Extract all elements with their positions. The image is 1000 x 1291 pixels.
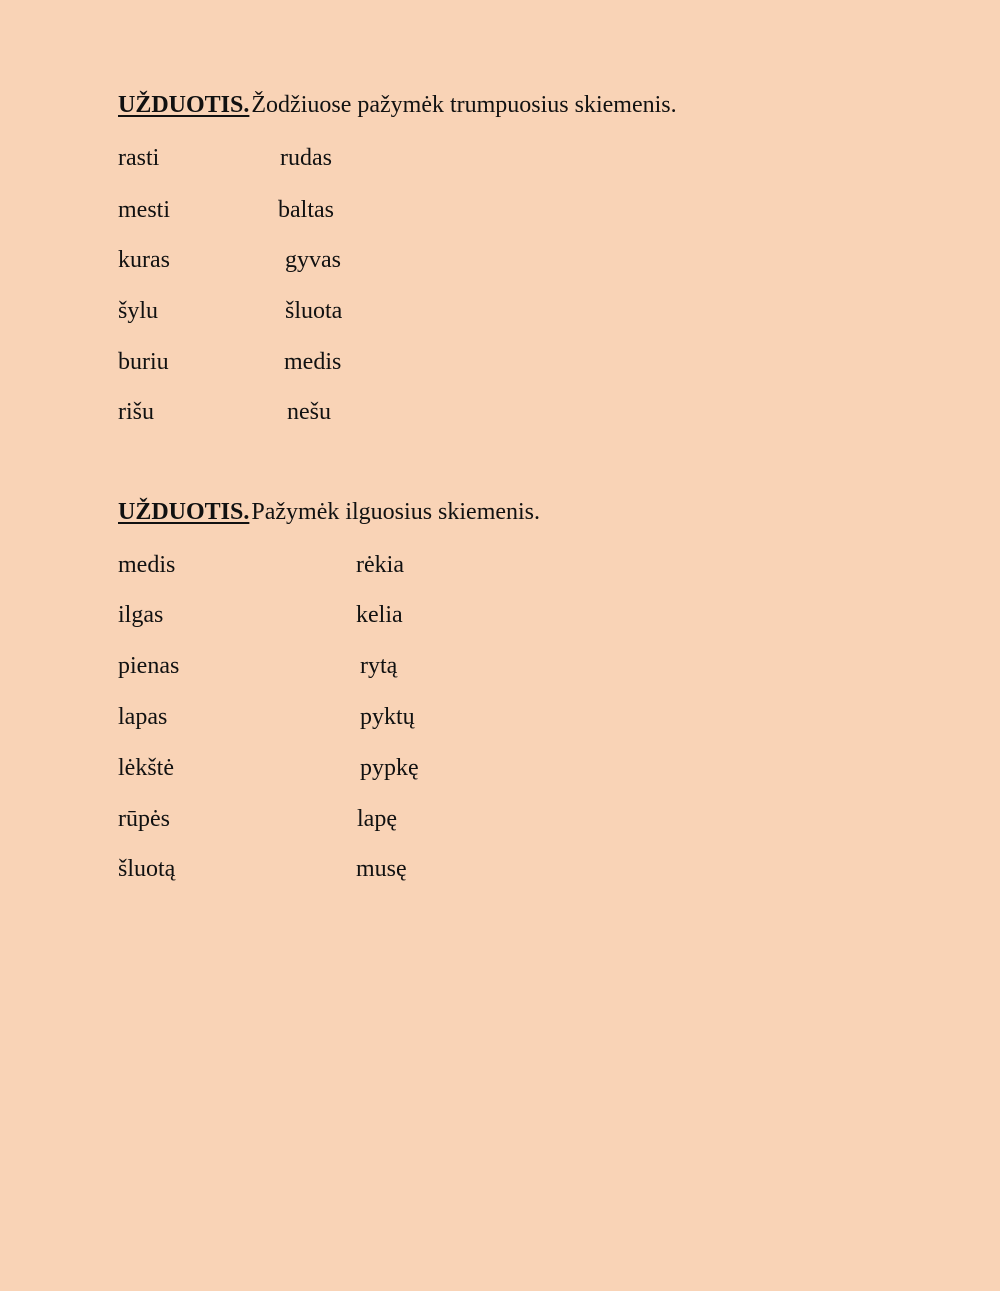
task-1-word: kuras <box>118 247 170 273</box>
task-1-word: šylu <box>118 298 159 324</box>
task-2-word: medis <box>118 552 176 578</box>
task-1-word: gyvas <box>285 247 341 273</box>
task-2-word: pienas <box>118 653 180 679</box>
task-2-word: ilgas <box>118 602 164 628</box>
task-2-word: lapas <box>118 704 168 730</box>
task-2-heading <box>118 500 540 524</box>
task-2-word: musę <box>356 856 407 882</box>
task-2-word: kelia <box>356 602 403 628</box>
task-1-word: rasti <box>118 145 160 171</box>
task-1-word: medis <box>284 349 342 375</box>
task-1-word: baltas <box>278 197 334 223</box>
task-1-word: rišu <box>118 399 154 425</box>
task-2-instruction: Pažymėk ilguosius skiemenis. <box>251 499 541 525</box>
task-2-word: lapę <box>357 806 397 832</box>
task-2-word: šluotą <box>118 856 176 882</box>
task-2-label: UŽDUOTIS. <box>118 499 250 525</box>
task-2-word: rūpės <box>118 806 170 832</box>
task-2-word: rėkia <box>356 552 404 578</box>
task-1-heading <box>118 93 677 117</box>
task-1-word: nešu <box>287 399 331 425</box>
task-2-word: rytą <box>360 653 398 679</box>
task-1-label: UŽDUOTIS. <box>118 92 250 118</box>
task-1-word: rudas <box>280 145 332 171</box>
task-2-word: pyktų <box>360 704 415 730</box>
task-2-word: lėkštė <box>118 755 174 781</box>
task-1-instruction: Žodžiuose pažymėk trumpuosius skiemenis. <box>251 92 677 118</box>
task-1-word: šluota <box>285 298 343 324</box>
task-1-word: mesti <box>118 197 170 223</box>
task-1-word: buriu <box>118 349 169 375</box>
task-2-word: pypkę <box>360 755 419 781</box>
